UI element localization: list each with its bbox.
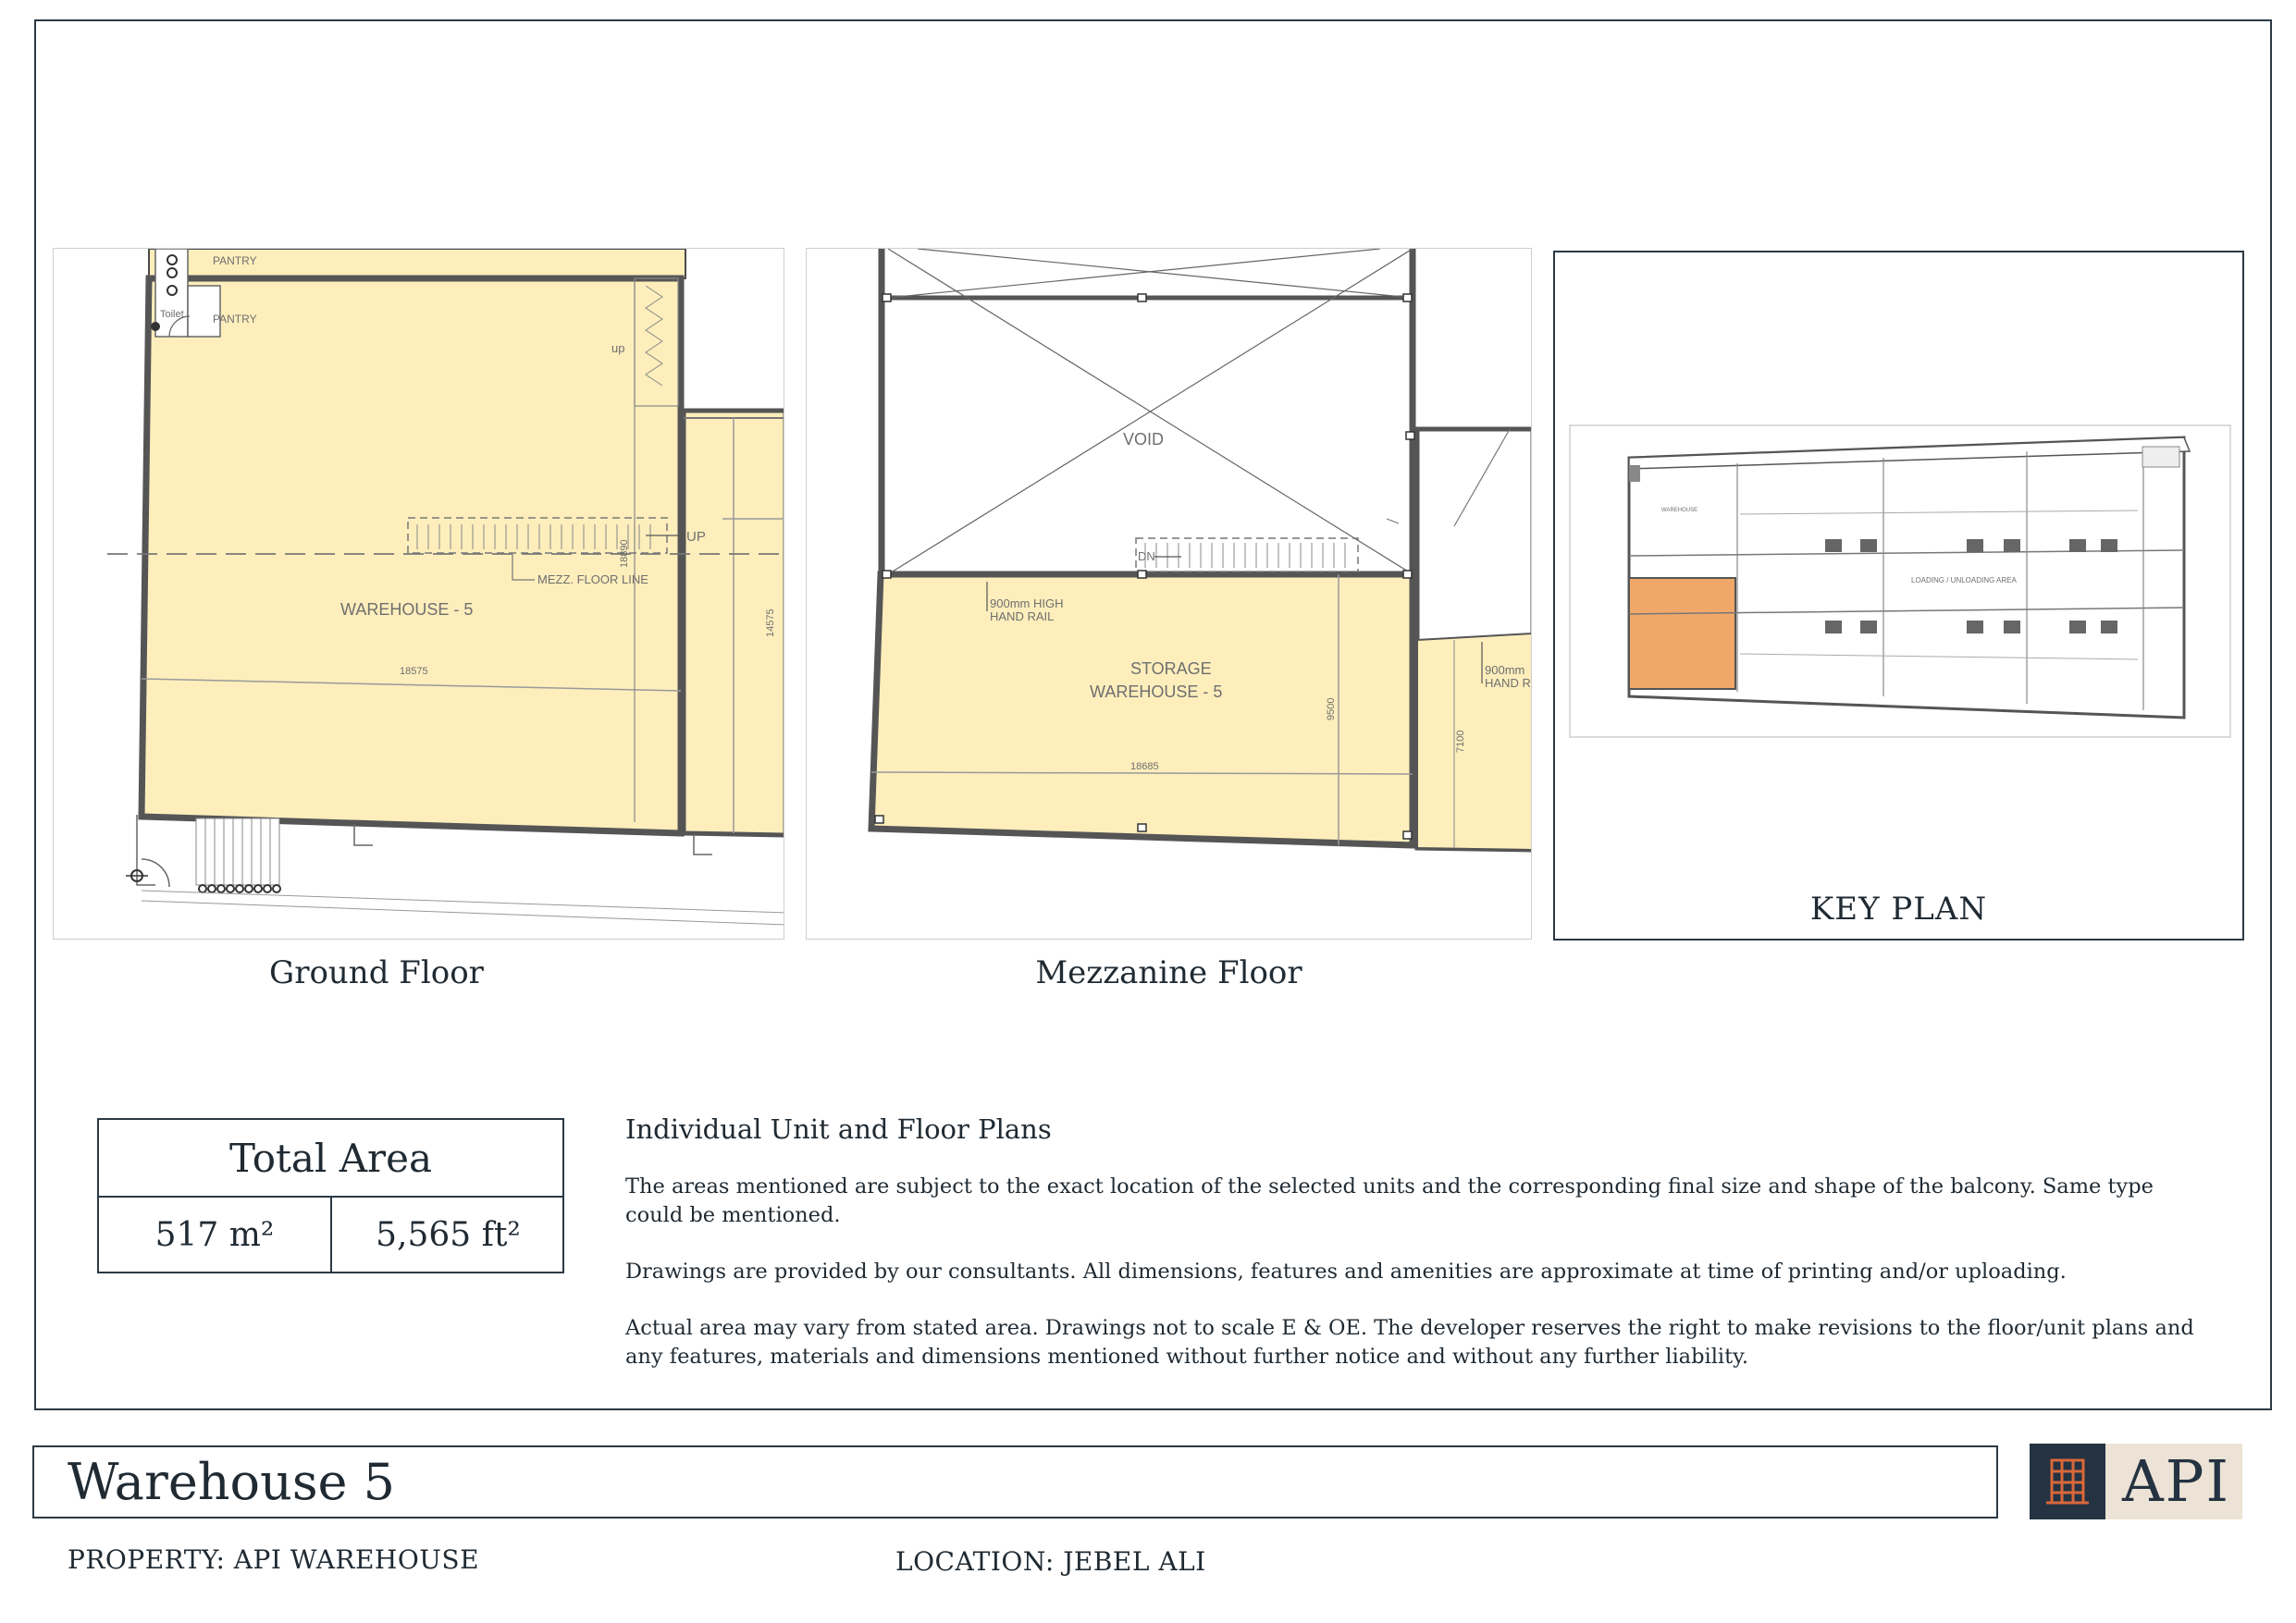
dimension-width: 18685 [1130, 761, 1159, 772]
up-small-label: up [611, 341, 625, 355]
title-bar [32, 1445, 1998, 1518]
mezz-floor-line-label: MEZZ. FLOOR LINE [537, 572, 648, 586]
down-label: DN [1138, 549, 1155, 563]
ground-floor-drawing [54, 249, 784, 940]
ground-floor-caption: Ground Floor [269, 954, 484, 991]
highlighted-unit [1629, 578, 1735, 689]
area-sqft: 5,565 ft² [376, 1216, 521, 1254]
notes-heading: Individual Unit and Floor Plans [625, 1113, 1052, 1145]
area-sqm: 517 m² [99, 1198, 332, 1273]
total-area-box [97, 1118, 564, 1273]
dimension-side: 14575 [765, 609, 776, 637]
notes-paragraph: Actual area may vary from stated area. Drawings not to scale E & OE. The developer reserves the right to make revisions to the floor/unit plans and any features, materials and dimensions mentioned without further notice and without any further liability. [625, 1316, 2194, 1369]
dimension-width: 18575 [400, 666, 428, 677]
loading-area-label: LOADING / UNLOADING AREA [1911, 576, 2017, 584]
mezzanine-floor-caption: Mezzanine Floor [1035, 954, 1302, 991]
handrail-label: 900mm HIGH [990, 596, 1064, 610]
void-label: VOID [1123, 430, 1165, 449]
dimension-depth: 18890 [619, 539, 630, 568]
logo-text: API [2122, 1447, 2230, 1515]
pantry-label: PANTRY [213, 313, 257, 326]
ground-floor-plan [53, 248, 784, 940]
api-building-icon [2030, 1444, 2105, 1519]
unit-title: Warehouse 5 [68, 1453, 396, 1511]
location-label: LOCATION: JEBEL ALI [895, 1546, 1206, 1577]
mezzanine-floor-plan [806, 248, 1532, 940]
pantry-label: PANTRY [213, 254, 257, 267]
total-area-title: Total Area [99, 1120, 562, 1198]
warehouse-label: WAREHOUSE - 5 [340, 600, 474, 619]
key-plan-drawing [1555, 252, 2244, 881]
property-label: PROPERTY: API WAREHOUSE [68, 1544, 480, 1575]
toilet-label: Toilet [160, 309, 184, 320]
storage-label: STORAGE [1130, 659, 1212, 678]
handrail-label: HAND R [1485, 676, 1531, 690]
disclaimer-notes [625, 1113, 2216, 1399]
handrail-label: 900mm [1485, 663, 1525, 677]
up-label: UP [686, 529, 706, 545]
api-logo [2030, 1444, 2242, 1519]
dimension-side: 7100 [1455, 730, 1466, 753]
key-plan [1553, 251, 2244, 941]
dimension-depth: 9500 [1326, 697, 1337, 720]
notes-paragraph: The areas mentioned are subject to the exact location of the selected units and the corresponding final size and shape of the balcony. Same type could be mentioned. [625, 1174, 2154, 1227]
key-plan-label: KEY PLAN [1809, 891, 1988, 928]
storage-warehouse-label: WAREHOUSE - 5 [1090, 682, 1223, 701]
mezzanine-floor-drawing [807, 249, 1532, 940]
notes-paragraph: Drawings are provided by our consultants. All dimensions, features and amenities are approximate at time of printing and/or uploading. [625, 1260, 2067, 1284]
key-warehouse-label: WAREHOUSE [1661, 508, 1698, 513]
handrail-label: HAND RAIL [990, 609, 1055, 623]
